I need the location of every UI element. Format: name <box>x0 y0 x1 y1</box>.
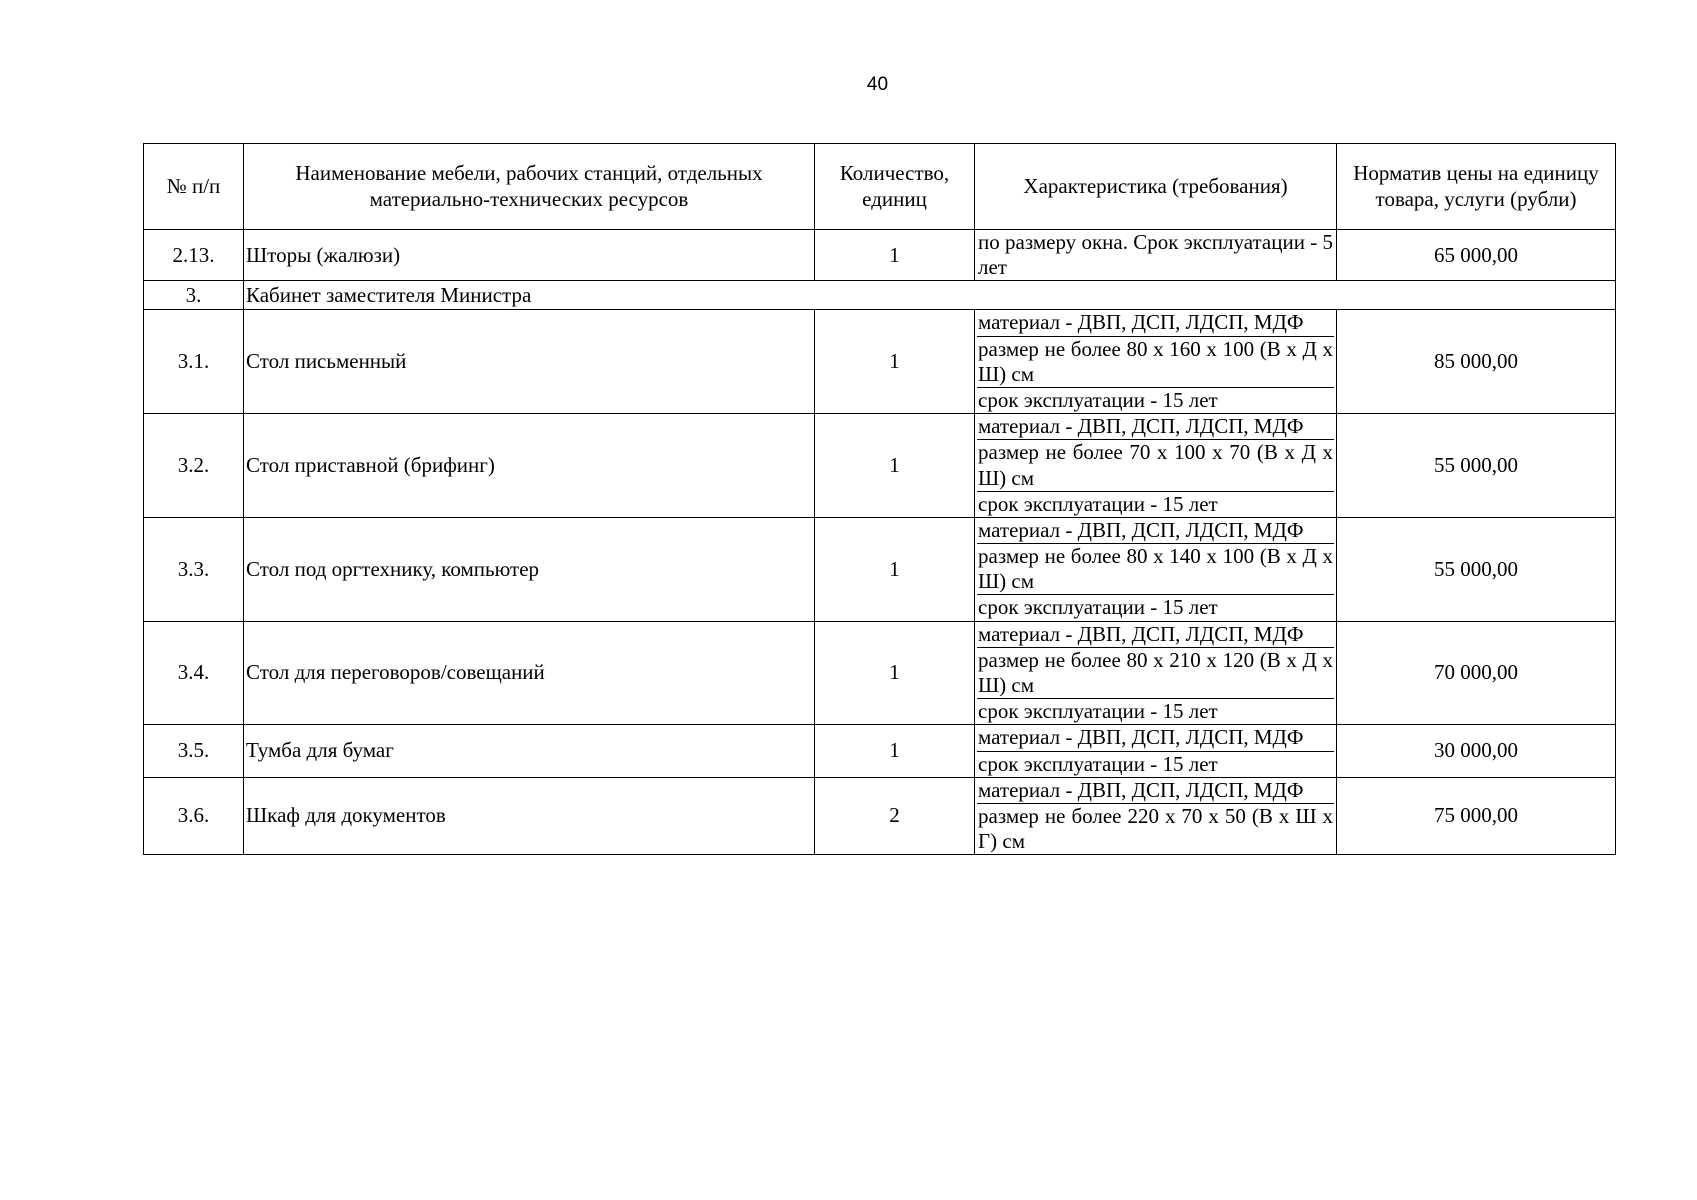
char-line: материал - ДВП, ДСП, ЛДСП, МДФ <box>977 725 1334 751</box>
char-line: материал - ДВП, ДСП, ЛДСП, МДФ <box>977 778 1334 804</box>
row-price: 55 000,00 <box>1337 414 1616 518</box>
row-num: 3.4. <box>144 621 244 725</box>
row-chars <box>975 230 1337 281</box>
section-row <box>144 281 1616 310</box>
row-qty: 1 <box>815 414 975 518</box>
row-num: 2.13. <box>144 230 244 281</box>
char-line: материал - ДВП, ДСП, ЛДСП, МДФ <box>977 518 1334 544</box>
row-name: Стол для переговоров/совещаний <box>244 621 815 725</box>
row-name: Шкаф для документов <box>244 777 815 855</box>
char-line: материал - ДВП, ДСП, ЛДСП, МДФ <box>977 414 1334 440</box>
row-qty: 1 <box>815 725 975 777</box>
char-line: материал - ДВП, ДСП, ЛДСП, МДФ <box>977 622 1334 648</box>
table-row <box>144 414 1616 518</box>
row-price: 65 000,00 <box>1337 230 1616 281</box>
row-price: 75 000,00 <box>1337 777 1616 855</box>
char-line: размер не более 70 х 100 х 70 (В х Д х Ш) см <box>977 440 1334 491</box>
table-row <box>144 517 1616 621</box>
row-price: 85 000,00 <box>1337 310 1616 414</box>
row-num: 3.3. <box>144 517 244 621</box>
char-line: размер не более 80 х 140 х 100 (В х Д х Ш) см <box>977 544 1334 595</box>
table-row <box>144 621 1616 725</box>
row-num: 3.6. <box>144 777 244 855</box>
row-qty: 2 <box>815 777 975 855</box>
section-title: Кабинет заместителя Министра <box>244 281 1616 310</box>
table-row <box>144 777 1616 855</box>
char-line: размер не более 80 х 210 х 120 (В х Д х Ш) см <box>977 648 1334 699</box>
row-price: 70 000,00 <box>1337 621 1616 725</box>
row-chars <box>975 725 1337 777</box>
table-row <box>144 230 1616 281</box>
table-row <box>144 725 1616 777</box>
row-num: 3.2. <box>144 414 244 518</box>
row-chars <box>975 777 1337 855</box>
row-price: 30 000,00 <box>1337 725 1616 777</box>
row-chars <box>975 517 1337 621</box>
row-chars <box>975 310 1337 414</box>
row-name: Стол приставной (брифинг) <box>244 414 815 518</box>
char-line: размер не более 80 х 160 х 100 (В х Д х Ш) см <box>977 337 1334 388</box>
char-line: срок эксплуатации - 15 лет <box>978 491 1218 516</box>
table-body <box>144 230 1616 855</box>
char-line: материал - ДВП, ДСП, ЛДСП, МДФ <box>977 310 1334 336</box>
page-number: 40 <box>866 74 889 95</box>
row-qty: 1 <box>815 621 975 725</box>
char-line: срок эксплуатации - 15 лет <box>978 387 1218 412</box>
char-line: срок эксплуатации - 15 лет <box>978 595 1218 620</box>
row-qty: 1 <box>815 310 975 414</box>
char-line: срок эксплуатации - 15 лет <box>978 699 1218 724</box>
row-num: 3.1. <box>144 310 244 414</box>
char-line: срок эксплуатации - 15 лет <box>978 751 1218 776</box>
row-name: Тумба для бумаг <box>244 725 815 777</box>
row-price: 55 000,00 <box>1337 517 1616 621</box>
header-price: Норматив цены на единицу товара, услуги (рубли) <box>1337 144 1616 230</box>
row-name: Стол под оргтехнику, компьютер <box>244 517 815 621</box>
row-chars <box>975 414 1337 518</box>
char-line: размер не более 220 х 70 х 50 (В х Ш х Г) см <box>978 803 1333 854</box>
row-qty: 1 <box>815 230 975 281</box>
table-header-row <box>144 144 1616 230</box>
section-num: 3. <box>144 281 244 310</box>
row-name: Стол письменный <box>244 310 815 414</box>
char-line: по размеру окна. Срок эксплуатации - 5 лет <box>978 230 1333 280</box>
row-qty: 1 <box>815 517 975 621</box>
row-chars <box>975 621 1337 725</box>
furniture-norms-table <box>143 143 1616 855</box>
header-name: Наименование мебели, рабочих станций, отдельных материально-технических ресурсов <box>244 144 815 230</box>
header-qty: Количество, единиц <box>815 144 975 230</box>
header-num: № п/п <box>144 144 244 230</box>
row-name: Шторы (жалюзи) <box>244 230 815 281</box>
header-chars: Характеристика (требования) <box>975 144 1337 230</box>
row-num: 3.5. <box>144 725 244 777</box>
table-row <box>144 310 1616 414</box>
